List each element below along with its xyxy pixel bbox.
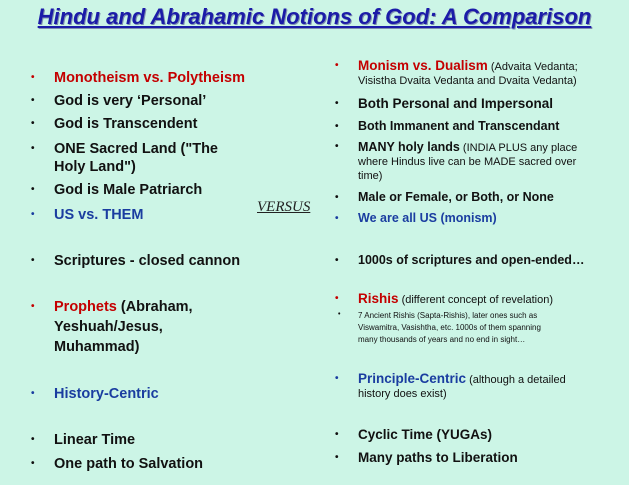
right-both-personal: Both Personal and Impersonal	[358, 96, 554, 111]
right-rishis-head: Rishis	[358, 291, 399, 306]
left-prophets-rest: (Abraham,	[116, 299, 193, 315]
left-prophets-head: Prophets	[54, 299, 117, 315]
bullet: •	[338, 311, 341, 318]
bullet: •	[335, 429, 339, 440]
right-rishis	[358, 290, 553, 307]
bullet: •	[335, 98, 339, 109]
bullet: •	[31, 255, 35, 266]
right-holy-lands-head: MANY holy lands	[358, 140, 460, 154]
bullet: •	[31, 143, 35, 154]
right-monism-note-1: (Advaita Vedanta;	[487, 61, 578, 73]
right-holy-note-2: where Hindus live can be MADE sacred over	[358, 156, 577, 168]
bullet: •	[31, 72, 35, 83]
bullet: •	[335, 60, 339, 71]
bullet: •	[335, 293, 339, 304]
bullet: •	[335, 255, 339, 266]
left-one-path: One path to Salvation	[54, 456, 204, 472]
bullet: •	[31, 434, 35, 445]
left-prophets-2: Yeshuah/Jesus,	[54, 319, 163, 335]
left-prophets	[54, 298, 193, 316]
right-all-us: We are all US (monism)	[358, 211, 497, 225]
right-many-paths: Many paths to Liberation	[358, 450, 518, 465]
left-history: History-Centric	[54, 386, 159, 402]
bullet: •	[31, 458, 35, 469]
versus-label: VERSUS	[257, 199, 311, 215]
right-immanent: Both Immanent and Transcendant	[358, 119, 560, 133]
bullet: •	[31, 95, 35, 106]
bullet: •	[31, 209, 35, 220]
right-rishis-sub-2: Viswamitra, Vasishtha, etc. 1000s of them spanning	[358, 323, 541, 332]
bullet: •	[31, 118, 35, 129]
bullet: •	[335, 121, 339, 132]
bullet: •	[335, 192, 339, 203]
bullet: •	[335, 452, 339, 463]
right-monism	[358, 57, 578, 74]
right-rishis-sub-1: 7 Ancient Rishis (Sapta-Rishis), later ones such as	[358, 311, 538, 320]
left-prophets-3: Muhammad)	[54, 339, 140, 355]
bullet: •	[335, 141, 339, 152]
right-monism-head: Monism vs. Dualism	[358, 58, 488, 73]
left-personal: God is very ‘Personal’	[54, 93, 207, 109]
left-sacred-land-1: ONE Sacred Land ("The	[54, 141, 218, 157]
left-monotheism: Monotheism vs. Polytheism	[54, 70, 245, 86]
right-rishis-sub-3: many thousands of years and no end in sight…	[358, 335, 526, 344]
page-title: Hindu and Abrahamic Notions of God: A Comparison	[37, 4, 592, 29]
right-holy-note-1: (INDIA PLUS any place	[459, 142, 578, 154]
right-principle-note-1: (although a detailed	[466, 374, 566, 386]
bullet: •	[31, 184, 35, 195]
left-transcendent: God is Transcendent	[54, 116, 198, 132]
bullet: •	[335, 213, 339, 224]
left-us-them: US vs. THEM	[54, 207, 144, 223]
left-linear: Linear Time	[54, 432, 136, 448]
left-male: God is Male Patriarch	[54, 182, 203, 198]
left-sacred-land-2: Holy Land")	[54, 159, 136, 175]
bullet: •	[31, 301, 35, 312]
right-monism-note-2: Visistha Dvaita Vedanta and Dvaita Vedanta)	[358, 75, 577, 87]
right-holy-lands	[358, 138, 577, 156]
left-scriptures: Scriptures - closed cannon	[54, 253, 241, 269]
bullet: •	[31, 388, 35, 399]
bullet: •	[335, 373, 339, 384]
right-principle-note-2: history does exist)	[358, 388, 447, 400]
right-rishis-note: (different concept of revelation)	[398, 294, 554, 306]
right-gender: Male or Female, or Both, or None	[358, 190, 554, 204]
right-principle-head: Principle-Centric	[358, 371, 467, 386]
right-principle	[358, 370, 566, 387]
right-scriptures: 1000s of scriptures and open-ended…	[358, 253, 585, 267]
right-cyclic: Cyclic Time (YUGAs)	[358, 427, 493, 442]
right-holy-note-3: time)	[358, 170, 383, 182]
